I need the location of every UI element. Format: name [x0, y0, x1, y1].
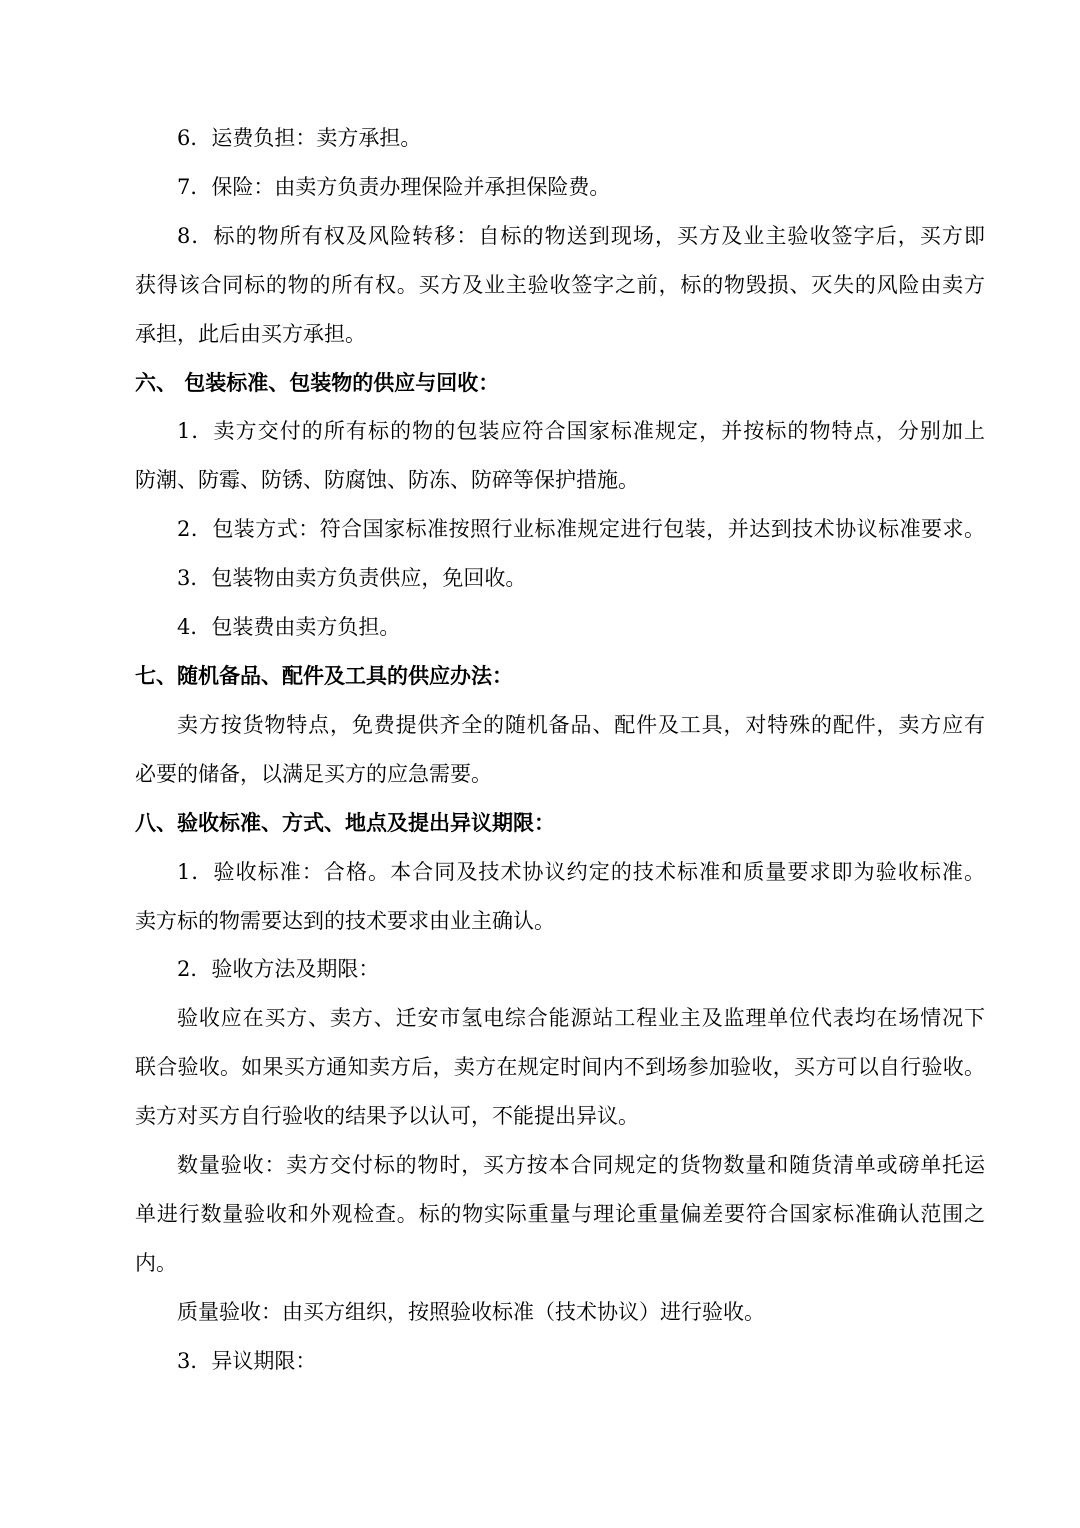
text-line: 3．包装物由卖方负责供应，免回收。 — [177, 566, 527, 591]
text-line: 1．卖方交付的所有标的物的包装应符合国家标准规定，并按标的物特点，分别加上 — [177, 419, 985, 444]
text-line: 3．异议期限： — [177, 1348, 317, 1373]
text-line: 数量验收：卖方交付标的物时，买方按本合同规定的货物数量和随货清单或磅单托运 — [177, 1153, 985, 1178]
text-line: 8．标的物所有权及风险转移：自标的物送到现场，买方及业主验收签字后，买方即 — [177, 223, 985, 248]
text-line: 验收应在买方、卖方、迁安市氢电综合能源站工程业主及监理单位代表均在场情况下 — [177, 1006, 985, 1031]
text-line: 获得该合同标的物的所有权。买方及业主验收签字之前，标的物毁损、灭失的风险由卖方 — [135, 272, 985, 297]
text-line: 联合验收。如果买方通知卖方后，卖方在规定时间内不到场参加验收，买方可以自行验收。 — [135, 1055, 985, 1080]
text-line: 质量验收：由买方组织，按照验收标准（技术协议）进行验收。 — [177, 1299, 765, 1324]
section-heading: 八、验收标准、方式、地点及提出异议期限： — [135, 810, 555, 835]
text-line: 必要的储备，以满足买方的应急需要。 — [135, 761, 492, 786]
text-line: 6．运费负担：卖方承担。 — [177, 126, 422, 150]
text-line: 卖方标的物需要达到的技术要求由业主确认。 — [135, 908, 555, 933]
section-heading: 六、 包装标准、包装物的供应与回收： — [135, 370, 500, 395]
document-content — [135, 114, 985, 1386]
text-line: 1．验收标准：合格。本合同及技术协议约定的技术标准和质量要求即为验收标准。 — [177, 859, 985, 884]
text-line: 单进行数量验收和外观检查。标的物实际重量与理论重量偏差要符合国家标准确认范围之 — [135, 1201, 985, 1226]
text-line: 卖方对买方自行验收的结果予以认可，不能提出异议。 — [135, 1104, 639, 1129]
section-heading: 七、随机备品、配件及工具的供应办法： — [135, 663, 513, 688]
text-line: 承担，此后由买方承担。 — [135, 321, 366, 346]
text-line: 防潮、防霉、防锈、防腐蚀、防冻、防碎等保护措施。 — [135, 468, 639, 493]
text-line: 4．包装费由卖方负担。 — [177, 615, 401, 640]
text-line: 2．验收方法及期限： — [177, 957, 380, 982]
text-line: 内。 — [135, 1250, 177, 1275]
text-line: 卖方按货物特点，免费提供齐全的随机备品、配件及工具，对特殊的配件，卖方应有 — [177, 712, 985, 737]
text-line: 2．包装方式：符合国家标准按照行业标准规定进行包装，并达到技术协议标准要求。 — [177, 517, 985, 542]
text-line: 7．保险：由卖方负责办理保险并承担保险费。 — [177, 174, 611, 199]
